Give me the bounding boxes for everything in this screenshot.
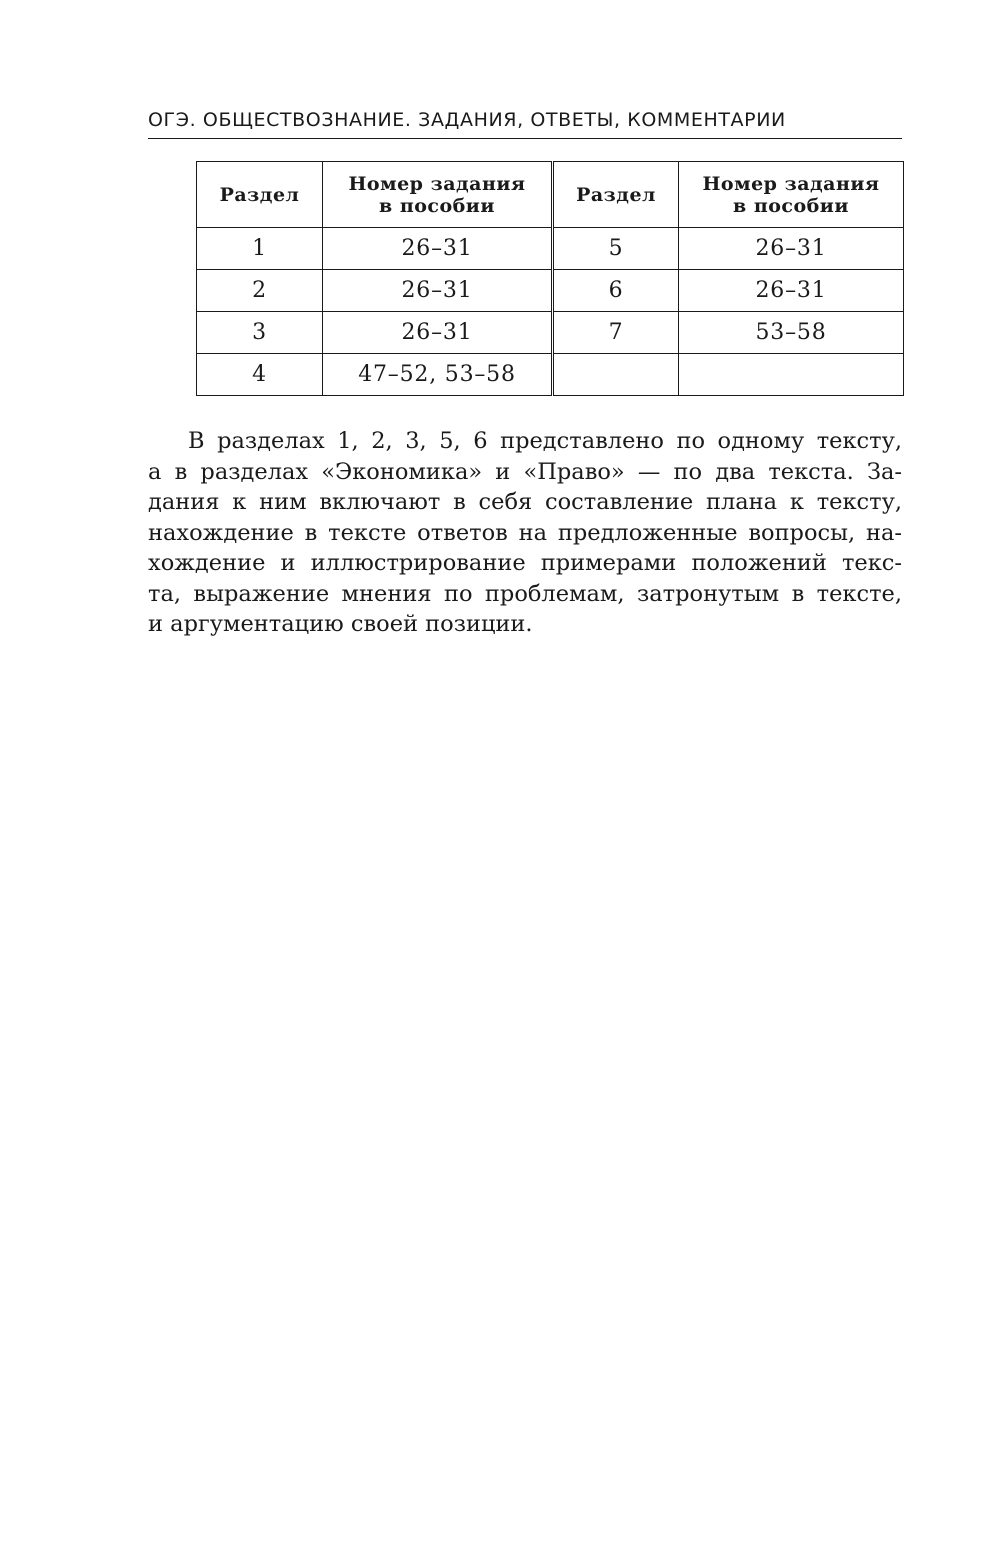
running-head: ОГЭ. ОБЩЕСТВОЗНАНИЕ. ЗАДАНИЯ, ОТВЕТЫ, КОММЕНТАРИИ [148,109,786,131]
cell-left-section: 1 [197,228,323,270]
cell-left-section: 2 [197,270,323,312]
paragraph-line: та, выражение мнения по проблемам, затронутым в тексте, [148,580,902,607]
cell-left-section: 4 [197,354,323,396]
header-task-line1: Номер задания [348,172,526,195]
header-task-line2: в пособии [733,194,849,217]
cell-left-tasks: 26–31 [323,228,553,270]
table-row [197,270,904,312]
cell-right-tasks: 53–58 [679,312,904,354]
header-task-line1: Номер задания [702,172,880,195]
paragraph-line: и аргументацию своей позиции. [148,611,533,637]
cell-right-section: 5 [553,228,679,270]
sections-table [196,161,904,396]
table-row [197,228,904,270]
cell-right-tasks [679,354,904,396]
table-row [197,312,904,354]
table-header-row [197,162,904,228]
header-task-line2: в пособии [379,194,495,217]
header-section-left: Раздел [197,162,323,228]
cell-left-tasks: 26–31 [323,312,553,354]
body-paragraph [148,426,902,640]
cell-right-section [553,354,679,396]
cell-right-tasks: 26–31 [679,270,904,312]
paragraph-line: В разделах 1, 2, 3, 5, 6 представлено по одному тексту, [188,428,902,454]
header-task-left [323,162,553,228]
header-task-right [679,162,904,228]
cell-left-tasks: 26–31 [323,270,553,312]
header-section-right: Раздел [553,162,679,228]
header-rule [148,138,902,139]
cell-left-tasks: 47–52, 53–58 [323,354,553,396]
paragraph-line: хождение и иллюстрирование примерами положений текс- [148,550,902,576]
cell-left-section: 3 [197,312,323,354]
cell-right-section: 6 [553,270,679,312]
paragraph-line: дания к ним включают в себя составление плана к тексту, [148,489,902,515]
cell-right-section: 7 [553,312,679,354]
paragraph-line: а в разделах «Экономика» и «Право» — по два текста. За- [148,458,902,485]
paragraph-line: нахождение в тексте ответов на предложенные вопросы, на- [148,519,902,546]
table-row [197,354,904,396]
cell-right-tasks: 26–31 [679,228,904,270]
